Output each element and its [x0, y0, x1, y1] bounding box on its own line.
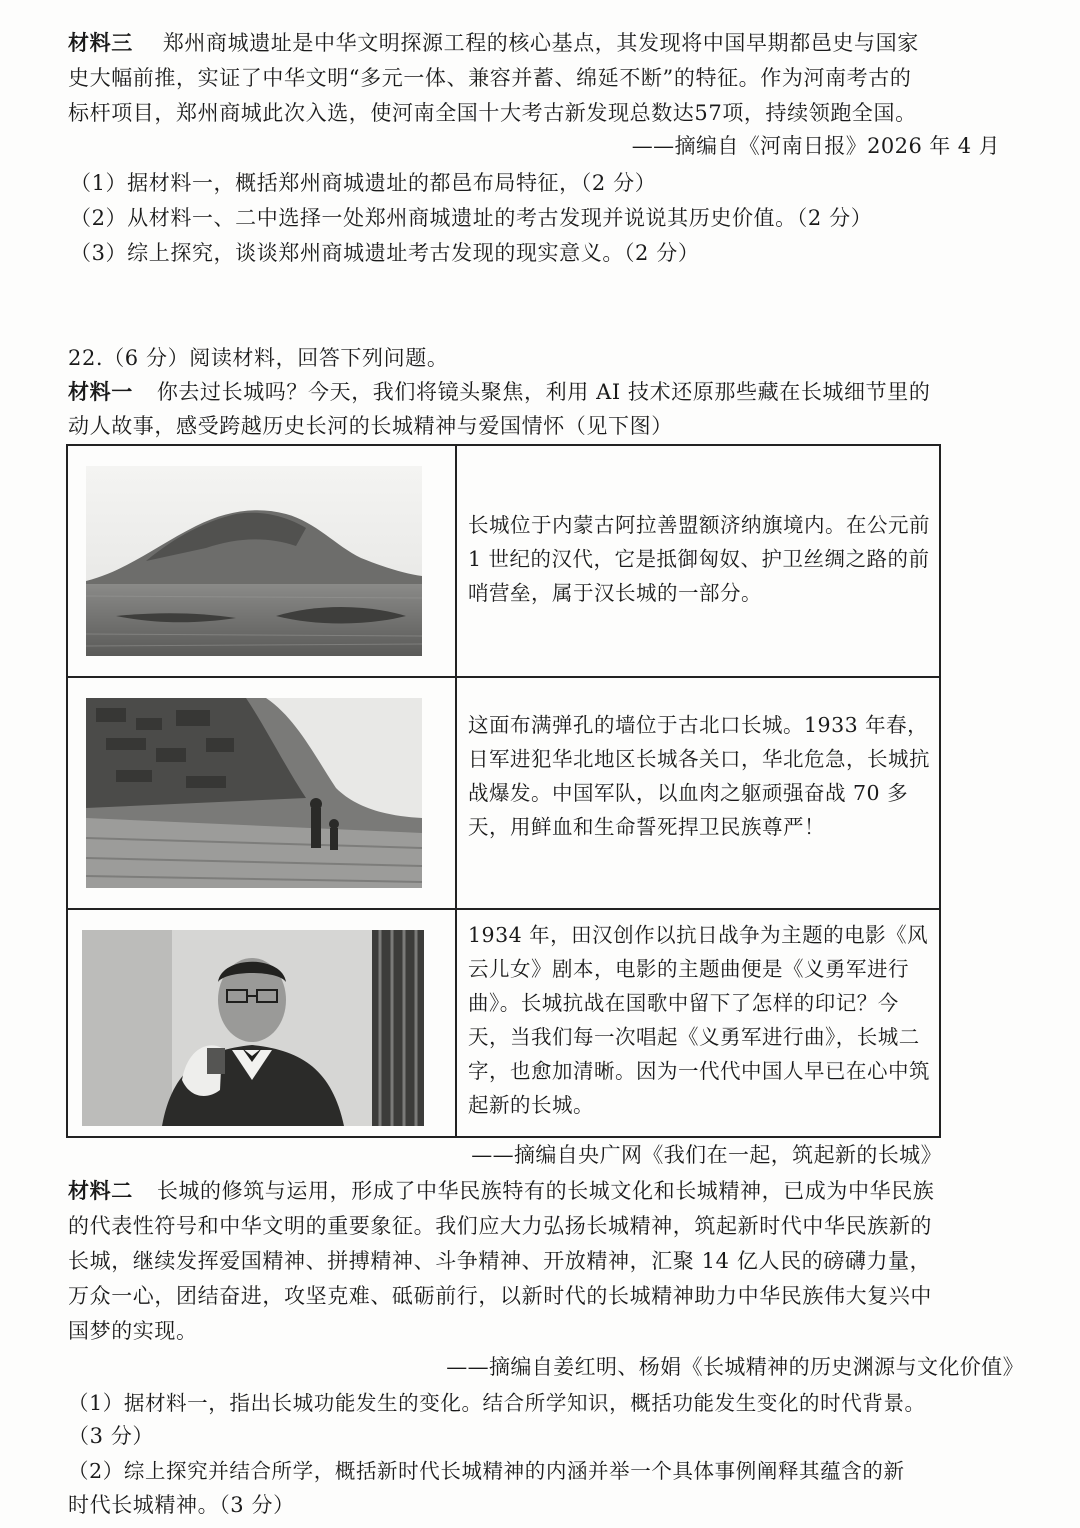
material2-line-4: 万众一心，团结奋进，攻坚克难、砥砺前行，以新时代的长城精神助力中华民族伟大复兴中 [68, 1284, 932, 1308]
material2-line-1: 材料二 长城的修筑与运用，形成了中华民族特有的长城文化和长城精神，已成为中华民族 [68, 1178, 935, 1203]
q22-question-1-points: （3 分） [68, 1424, 155, 1448]
material2-line-5: 国梦的实现。 [68, 1319, 198, 1343]
material2-line-3: 长城，继续发挥爱国精神、拼搏精神、斗争精神、开放精神，汇聚 14 亿人民的磅礴力量， [68, 1249, 932, 1273]
gubeikou-wall-photo [86, 698, 422, 888]
row3-text: 1934 年，田汉创作以抗日战争为主题的电影《风云儿女》剧本，电影的主题曲便是《义勇军进行曲》。长城抗战在国歌中留下了怎样的印记？今天，当我们每一次唱起《义勇军进行曲》，长城二字，也愈加清晰。因为一代代中国人早已在心中筑起新的长城。 [468, 923, 930, 1117]
material2-label: 材料二 [68, 1178, 133, 1203]
material3-line-3: 标杆项目，郑州商城此次入选，使河南全国十大考古新发现总数达57项，持续领跑全国。 [68, 101, 917, 125]
question-3: （3）综上探究，谈谈郑州商城遗址考古发现的现实意义。（2 分） [70, 241, 700, 265]
material1-line-2: 动人故事，感受跨越历史长河的长城精神与爱国情怀（见下图） [68, 414, 673, 438]
row2-text: 这面布满弹孔的墙位于古北口长城。1933 年春，日军进犯华北地区长城各关口，华北危急，长城抗战爆发。中国军队，以血肉之躯顽强奋战 70 多天，用鲜血和生命誓死捍卫民族尊严！ [468, 713, 930, 839]
desert-ruin-photo [86, 466, 422, 656]
material3-source: ——摘编自《河南日报》2026 年 4 月 [631, 134, 1000, 158]
material1-label: 材料一 [68, 379, 133, 404]
material2-line-2: 的代表性符号和中华文明的重要象征。我们应大力弘扬长城精神，筑起新时代中华民族新的 [68, 1214, 932, 1238]
material3-label: 材料三 [68, 30, 133, 55]
q22-header: 22.（6 分）阅读材料，回答下列问题。 [68, 346, 449, 370]
material3-line-2: 史大幅前推，实证了中华文明“多元一体、兼容并蓄、绵延不断”的特征。作为河南考古的 [68, 66, 912, 90]
material1-source: ——摘编自央广网《我们在一起，筑起新的长城》 [471, 1143, 942, 1167]
row1-text: 长城位于内蒙古阿拉善盟额济纳旗境内。在公元前 1 世纪的汉代，它是抵御匈奴、护卫丝绸之路的前哨营垒，属于汉长城的一部分。 [468, 513, 930, 605]
q22-question-2-cont: 时代长城精神。（3 分） [68, 1493, 295, 1517]
table-divider [455, 446, 457, 1136]
question-1: （1）据材料一，概括郑州商城遗址的都邑布局特征，（2 分） [70, 171, 657, 195]
table-row-divider [68, 676, 939, 678]
q22-question-1: （1）据材料一，指出长城功能发生的变化。结合所学知识，概括功能发生变化的时代背景。 [68, 1391, 926, 1415]
material3-line-1: 材料三 郑州商城遗址是中华文明探源工程的核心基点，其发现将中国早期都邑史与国家 [68, 30, 919, 55]
table-row-divider [68, 908, 939, 910]
material2-source: ——摘编自姜红明、杨娟《长城精神的历史渊源与文化价值》 [446, 1355, 1024, 1379]
q22-question-2: （2）综上探究并结合所学，概括新时代长城精神的内涵并举一个具体事例阐释其蕴含的新 [68, 1459, 905, 1483]
material1-table [66, 444, 941, 1138]
material1-line-1: 材料一 你去过长城吗？今天，我们将镜头聚焦，利用 AI 技术还原那些藏在长城细节里的 [68, 379, 931, 404]
question-2: （2）从材料一、二中选择一处郑州商城遗址的考古发现并说说其历史价值。（2 分） [70, 206, 873, 230]
tian-han-portrait-photo [82, 930, 424, 1126]
